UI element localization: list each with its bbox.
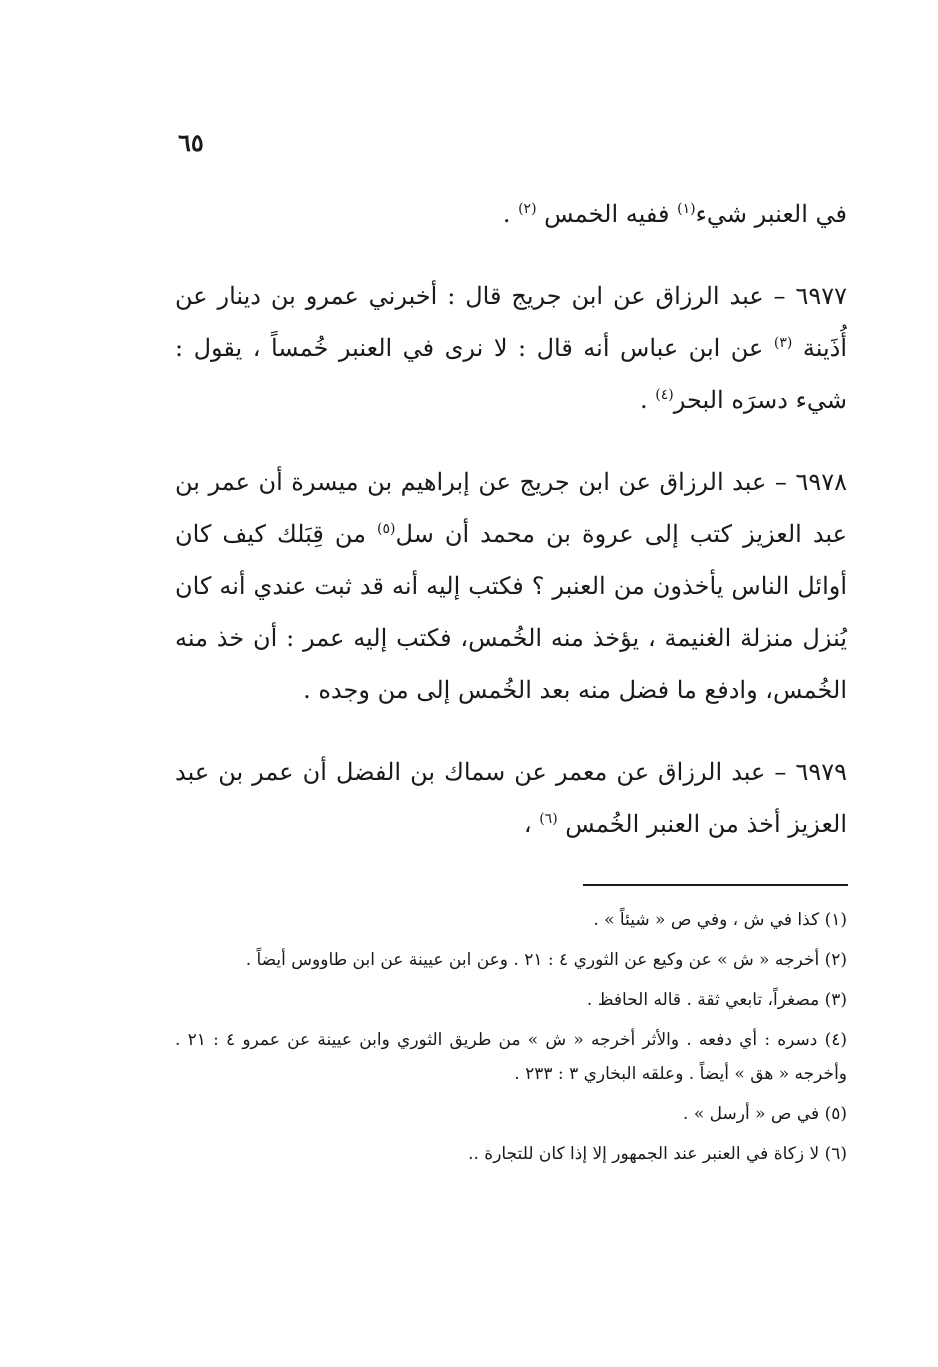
footnote-item: (٢) أخرجه « ش » عن وكيع عن الثوري ٤ : ٢١ . وعن ابن عيينة عن ابن طاووس أيضاً . [245,950,847,970]
page-number: ٦٥ [178,128,204,157]
footnote-divider [583,884,848,886]
footnote-item: (١) كذا في ش ، وفي ص « شيئاً » . [593,910,847,930]
main-text [175,188,847,880]
footnote-item: (٣) مصغراً، تابعي ثقة . قاله الحافظ . [586,990,847,1010]
footnote-ref[interactable]: (٥) [377,521,396,537]
footnote-ref[interactable]: (٤) [655,387,674,403]
footnote-ref[interactable]: (٦) [539,811,558,827]
paragraph: ٦٩٧٩ – عبد الرزاق عن معمر عن سماك بن الفضل أن عمر بن عبد العزيز أخذ من العنبر الخُمس $^{(٦)}$ ، [175,758,847,838]
footnotes [175,903,847,1177]
paragraph: ٦٩٧٨ – عبد الرزاق عن ابن جريج عن إبراهيم بن ميسرة أن عمر بن عبد العزيز كتب إلى عروة بن محمد أن سل$^{(٥)}$ من قِبَلك كيف كان أوائل الناس يأخذون من العنبر ؟ فكتب إليه أنه قد ثبت عندي أنه كان يُنزل منزلة الغنيمة ، يؤخذ منه الخُمس، فكتب إليه عمر : أن خذ منه الخُمس، وادفع ما فضل منه بعد الخُمس إلى من وجده . [175,468,847,704]
footnote-item: (٦) لا زكاة في العنبر عند الجمهور إلا إذا كان للتجارة .. [468,1144,847,1164]
paragraph: ٦٩٧٧ – عبد الرزاق عن ابن جريج قال : أخبرني عمرو بن دينار عن أُذَينة $^{(٣)}$ عن ابن عباس أنه قال : لا نرى في العنبر خُمساً ، يقول : شيء دسرَه البحر$^{(٤)}$ . [175,282,847,414]
footnote-item: (٥) في ص « أرسل » . [683,1104,847,1124]
footnote-ref[interactable]: (٢) [518,201,537,217]
footnote-ref[interactable]: (١) [677,201,696,217]
paragraph: في العنبر شيء$^{(١)}$ ففيه الخمس $^{(٢)}$ . [502,200,847,228]
footnote-ref[interactable]: (٣) [773,335,793,351]
footnote-item: (٤) دسره : أي دفعه . والأثر أخرجه « ش » من طريق الثوري وابن عيينة عن عمرو ٤ : ٢١ . وأخرجه « هق » أيضاً . وعلقه البخاري ٣ : ٢٣٣ . [175,1030,847,1084]
